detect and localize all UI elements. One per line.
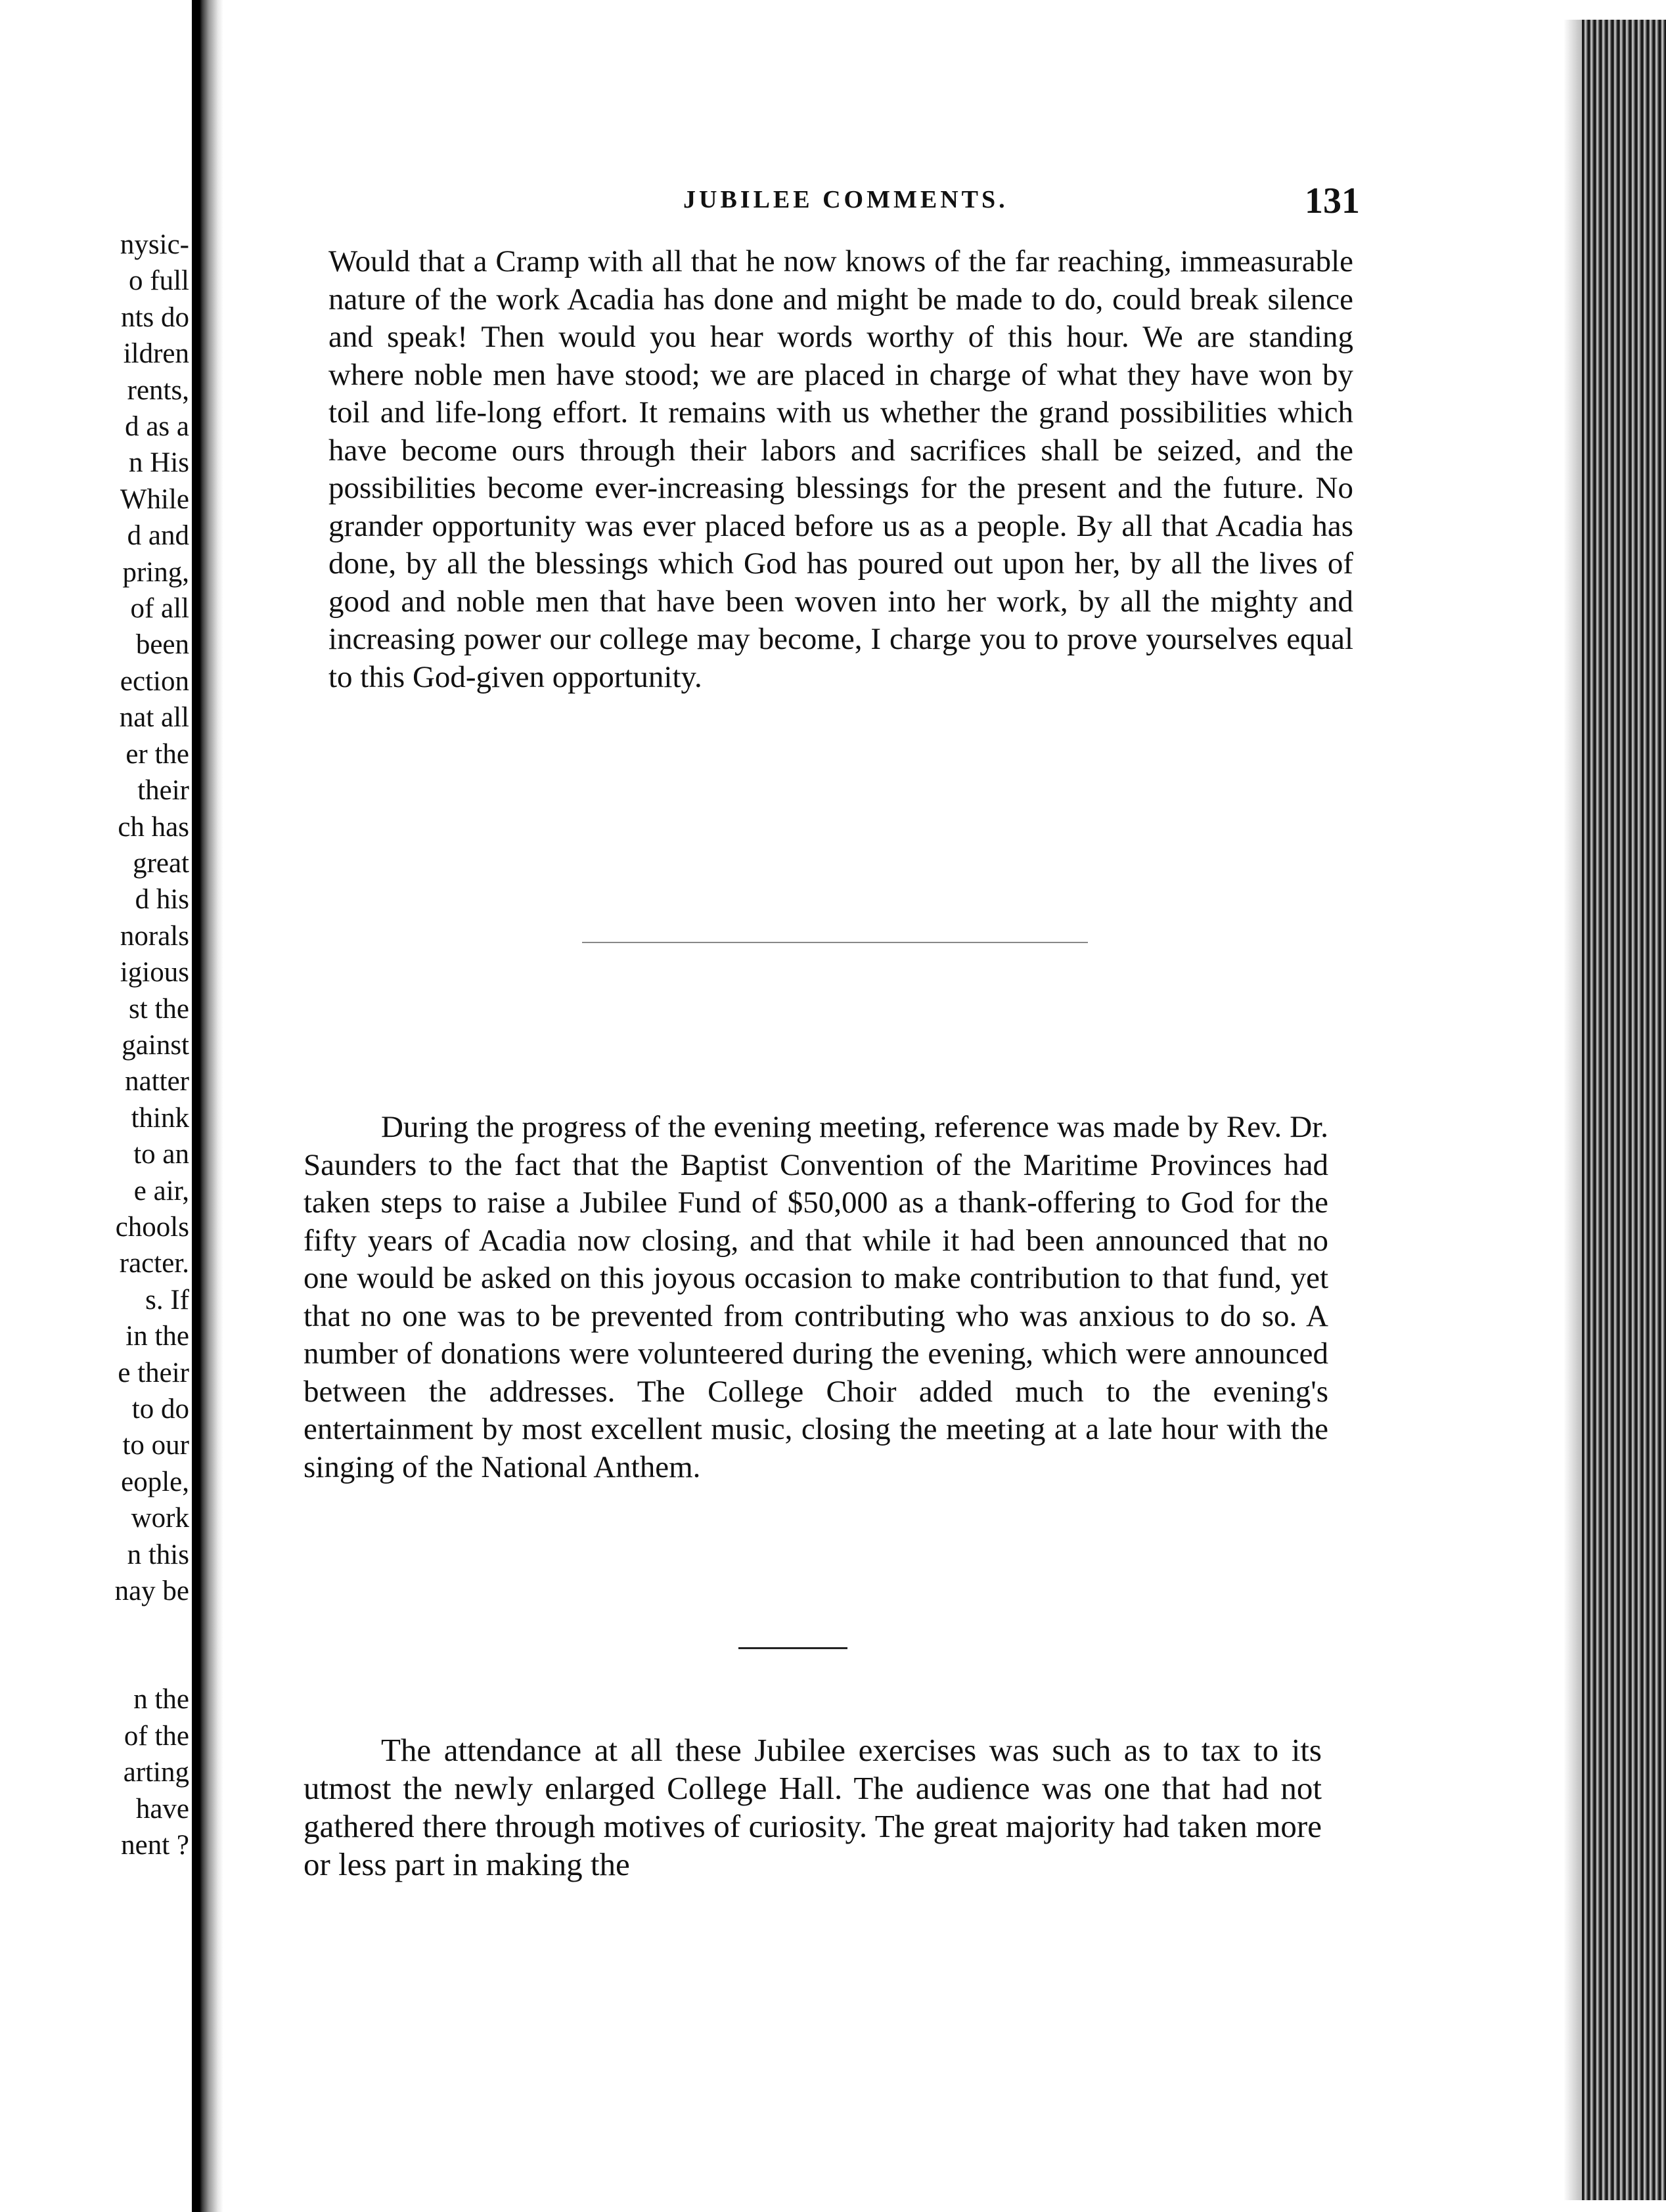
page-number: 131 [1305,181,1360,221]
page-stack-edge [1582,20,1666,2200]
left-page-line: While [120,483,189,515]
paragraph-text: Would that a Cramp with all that he now knows of the far reaching, immeasurable nature of the work Acadia has done and might be made to do, could break silence and speak! Then would you hear words worthy of this hour. We are standing where noble men have stood; we are placed in charge of what they have won by toil and life-long effort. It remains with us whether the grand possibilities which have become ours through their labors and sacrifices shall be seized, and the possibilities become ever-increasing blessings for the present and the future. No grander opportunity was ever placed before us as a people. By all that Acadia has done, by all the blessings which God has poured out upon her, by all the lives of good and noble men that have been woven into her work, by all the mighty and increasing power our college may become, I charge you to prove yourselves equal to this God-given opportunity. [328,244,1353,694]
left-page-line: nts do [121,301,189,333]
left-page-line: norals [120,920,189,952]
left-page-line: nent ? [121,1830,189,1861]
left-page-line: n His [129,447,189,479]
left-page-line: work [131,1503,189,1534]
left-page-line: n this [127,1539,189,1570]
paragraph-attendance [304,1731,1322,1884]
left-page-line: in the [125,1321,189,1352]
left-facing-page [0,0,192,2212]
left-page-line: nay be [114,1576,189,1607]
left-page-text-fragments [115,227,189,1863]
left-page-line: gainst [122,1029,189,1061]
left-page-line: to do [131,1394,189,1425]
paragraph-cramp [328,243,1353,696]
left-page-line: pring, [122,556,189,588]
left-page-line: d and [127,520,189,552]
section-divider-short [738,1647,847,1649]
left-page-line: d as a [125,411,189,443]
running-head: JUBILEE COMMENTS. [683,186,1008,213]
left-page-line: ch has [118,811,189,843]
left-page-line: e air, [133,1175,189,1206]
left-page-line: to our [122,1430,189,1461]
left-page-line: e their [118,1357,189,1388]
paragraph-text: The attendance at all these Jubilee exercises was such as to tax to its utmost the newly enlarged College Hall. The audience was one that had not gathered there through motives of curiosity. The great majority had taken more or less part in making the [304,1732,1322,1882]
left-page-line: o full [129,265,189,297]
left-page-line: racter. [119,1248,189,1279]
left-page-line: arting [123,1757,189,1788]
paragraph-evening-meeting [304,1109,1328,1486]
left-page-line: d his [135,884,189,916]
left-page-line: n the [133,1684,189,1715]
left-page-line: think [131,1102,189,1134]
left-page-line: to an [133,1139,189,1170]
left-page-line: st the [129,993,189,1025]
left-page-line: er the [125,738,189,770]
left-page-line: eople, [121,1466,189,1497]
left-page-line: igious [120,957,189,988]
section-divider-long [582,942,1088,943]
left-page-line: s. If [145,1284,189,1316]
left-page-line: have [135,1793,189,1825]
left-page-line: nat all [119,702,189,734]
left-page-line: rents, [127,374,189,406]
left-page-line: natter [125,1066,189,1097]
book-gutter [192,0,223,2212]
page-edge-shadow [1564,20,1582,2200]
left-page-line: chools [115,1211,189,1243]
left-page-line: their [137,775,189,807]
left-page-line: great [133,847,189,879]
left-page-line: been [135,629,189,661]
left-page-line: of all [130,593,189,625]
paragraph-text: During the progress of the evening meeting, reference was made by Rev. Dr. Saunders to the fact that the Baptist Convention of the Maritime Provinces had taken steps to raise a Jubilee Fund of $50,000 as a thank-offering to God for the fifty years of Acadia now closing, and that while it had been announced that no one would be asked on this joyous occasion to make contribution to that fund, yet that no one was to be prevented from contributing who was anxious to do so. A number of donations were volunteered during the evening, which were announced between the addresses. The College Choir added much to the evening's entertainment by most excellent music, closing the meeting at a late hour with the singing of the National Anthem. [304,1110,1328,1484]
left-page-line: of the [124,1720,189,1752]
left-page-line: ildren [123,338,189,370]
left-page-line: ection [120,665,189,697]
left-page-line: nysic- [120,229,189,260]
